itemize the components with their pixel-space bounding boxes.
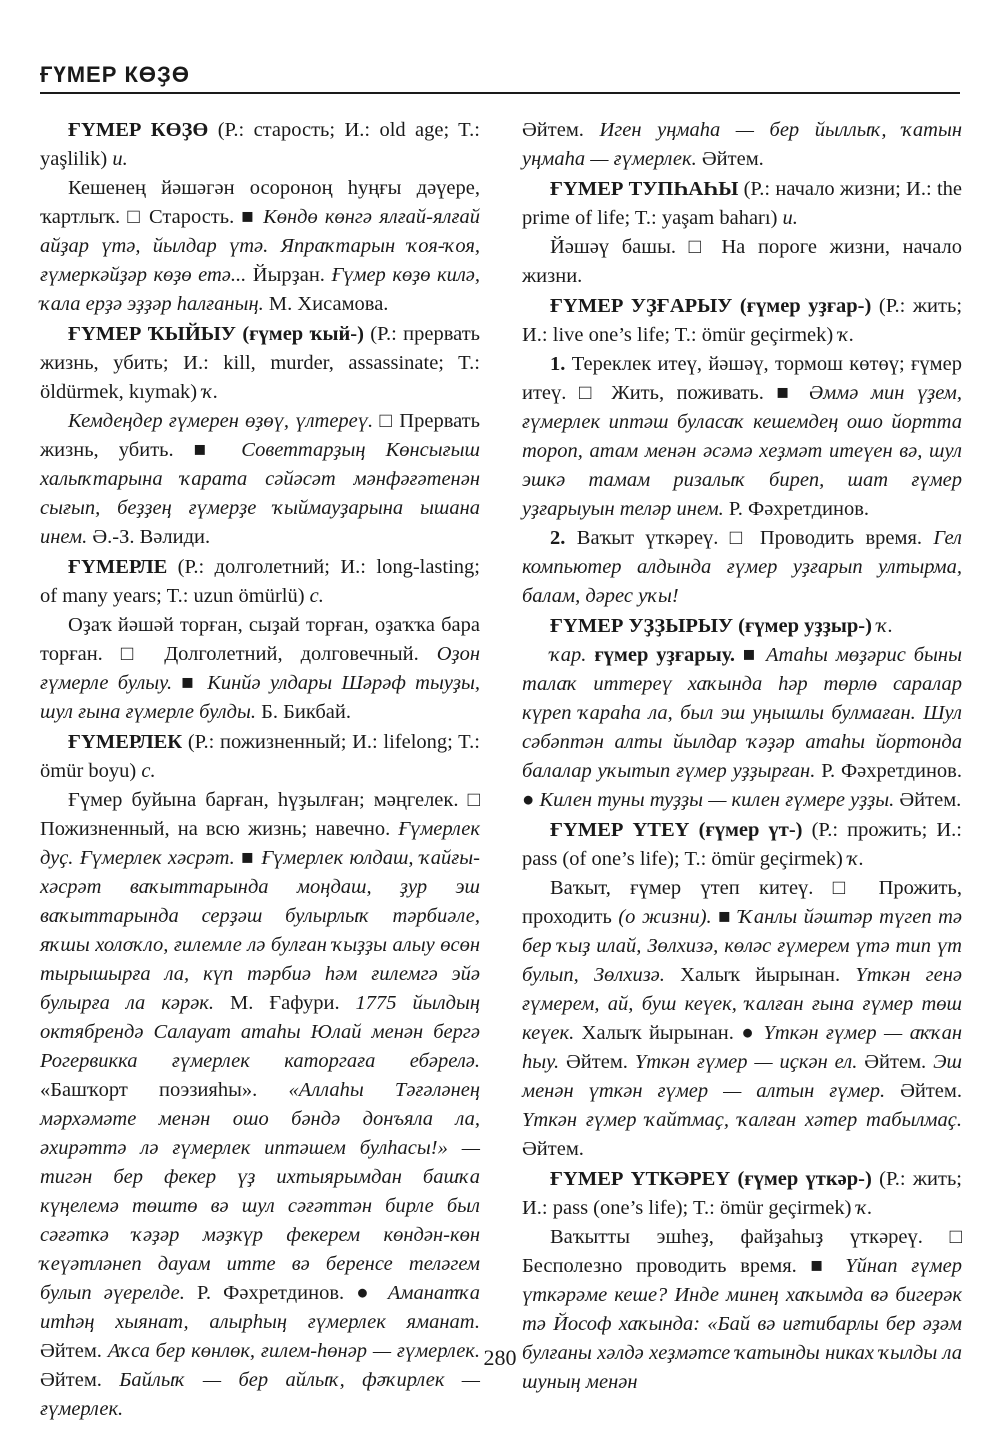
headword: ҒҮМЕР ҠЫЙЫУ bbox=[68, 323, 236, 345]
left-column bbox=[40, 116, 481, 1420]
entry-gloss: (ғүмер үт-) (Р.: прожить; И.: pass (of one’s life); T.: ömür geçirmek) ҡ. bbox=[522, 819, 962, 870]
headword: ҒҮМЕР ТУПҺАҺЫ bbox=[550, 178, 739, 200]
page-number: 280 bbox=[483, 1345, 517, 1370]
entry-gloss: (ғүмер уҙғар-) (Р.: жить; И.: live one’s life; T.: ömür geçirmek) ҡ. bbox=[522, 295, 963, 346]
entry-definition-line bbox=[522, 816, 962, 874]
entry-definition-line bbox=[522, 612, 962, 641]
entry-body: Йәшәү башы. □ На пороге жизни, начало жизни. bbox=[522, 236, 962, 287]
entry-definition-line bbox=[522, 292, 962, 350]
entry-gloss: (Р.: начало жизни; И.: the prime of life; T.: yaşam baharı) и. bbox=[522, 178, 962, 229]
dictionary-entry bbox=[40, 553, 480, 727]
entry-gloss: (ғүмер үткәр-) (Р.: жить; И.: pass (one’s life); T.: ömür geçirmek) ҡ. bbox=[522, 1168, 963, 1219]
headword: ҒҮМЕР УҘҘЫРЫУ bbox=[550, 615, 734, 637]
entry-definition-line bbox=[40, 116, 480, 174]
entry-body: 1. Тереклек итеү, йәшәү, тормош көтөү; ғүмер итеү. □ Жить, поживать. ■ Әммә мин үҙем, ғүмерлек иптәш буласаҡ кешемдең ошо йортта тороп, атам менән әсәмә хеҙмәт итеүен вә, шул эшкә тамам ризалыҡ биреп, шат ғүмер уҙғарыуын теләр инем. Р. Фәхретдинов. bbox=[522, 353, 962, 520]
right-column bbox=[522, 116, 963, 1393]
entry-definition-line bbox=[522, 1165, 962, 1223]
dictionary-entry bbox=[522, 816, 962, 1164]
entry-body: Ғүмер буйына барған, һүҙылған; мәңгелек. □ Пожизненный, на всю жизнь; навечно. Ғүмерлек дуҫ. Ғүмерлек хәсрәт. ■ Ғүмерлек юлдаш, ҡайғы-хәсрәт ваҡыттарында моңдаш, ҙур эш ваҡыттарында серҙәш булырлыҡ тәрбиәле, яҡшы холоҡло, ғилемле лә булған ҡыҙҙы алыу өсөн тырышырға ла, күп тәрбиә һәм ғилемгә эйә булырға ла кәрәк. М. Ғафури. 1775 йылдың октябрендә Салауат атаһы Юлай менән бергә Рогервикка ғүмерлек каторгаға ебәрелә. «Башҡорт поэзияһы». «Аллаһы Тәғәләнең мәрхәмәте менән ошо бәндә донъяла ла, әхирәттә лә ғүмерлек иптәшем булһасы!» — тигән бер фекер үҙ ихтыярымдан башҡа күңелемә төштө вә шул сәғәттән бирле был сәғәткә ҡәҙәр мәҙкүр фекерем көндән-көн ҡеүәтләнеп дауам итте вә беренсе теләгем булып әүерелде. Р. Фәхретдинов. ● Аманатҡа итһәң хыянат, алырһың ғүмерлек яманат. Әйтем. Аҡса бер көнлөк, ғилем-һөнәр — ғүмерлек. Әйтем. Байлыҡ — бер айлыҡ, фәҡирлек — ғүмерлек. bbox=[40, 789, 481, 1420]
dictionary-entry bbox=[40, 116, 480, 319]
headword: ҒҮМЕРЛЕ bbox=[68, 556, 168, 578]
entry-body: Ваҡытты эшһеҙ, файҙаһыҙ үткәреү. □ Бесполезно проводить время. ■ Үйнап ғүмер үткәрәме кеше? Инде минең хаҡымда вә бигерәк тә Йософ хаҡында: «Бай вә иғтибарлы бер әҙәм булғаны хәлдә хеҙмәтсе ҡатынды никах ҡылды ла шуның менән bbox=[522, 1226, 962, 1393]
entry-definition-line bbox=[40, 553, 480, 611]
entry-body: Кемдеңдер ғүмерен өҙөү, үлтереү. □ Прервать жизнь, убить. ■ Советтарҙың Көнсығыш халыҡтарына ҡарата сәйәсәт мәнфәғәтенән сығып, беҙҙең ғүмерҙе ҡыймауҙарына ышана инем. Ә.-З. Вәлиди. bbox=[40, 410, 481, 548]
headword: ҒҮМЕР УҘҒАРЫУ bbox=[550, 295, 733, 317]
entry-sense: 2. Ваҡыт үткәреү. □ Проводить время. Гел компьютер алдында ғүмер уҙғарып ултырма, балам, дәрес уҡы! bbox=[522, 527, 962, 607]
headword: ҒҮМЕР ҮТКӘРЕҮ bbox=[550, 1168, 731, 1190]
entry-continuation: Әйтем. Иген уңмаһа — бер йыллыҡ, ҡатын уңмаһа — ғүмерлек. Әйтем. bbox=[522, 119, 963, 170]
entry-body: ҡар. ғүмер уҙғарыу. ■ Атаһы мөҙәрис быны талаҡ иттереү хаҡында һәр төрлө саралар күреп ҡараһа ла, был эш уңышлы булмаған. Шул сәбәптән алты йылдар ҡәҙәр атаһы йортонда балалар уҡытып ғүмер уҙҙырған. Р. Фәхретдинов. ● Килен туны туҙҙы — килен ғүмере уҙҙы. Әйтем. bbox=[522, 644, 962, 811]
entry-gloss: (ғүмер уҙҙыр-) ҡ. bbox=[738, 615, 893, 637]
entry-definition-line bbox=[40, 320, 480, 407]
dictionary-entry bbox=[522, 116, 962, 174]
entry-body: Кешенең йәшәгән осороноң һуңғы дәүере, ҡартлыҡ. □ Старость. ■ Көндө көнгә ялғай-ялғай айҙар үтә, йылдар үтә. Япраҡтарын ҡоя-ҡоя, ғүмеркәйҙәр көҙө етә... Йырҙан. Ғүмер көҙө килә, ҡала ерҙә эҙҙәр һалғаның. М. Хисамова. bbox=[40, 177, 480, 315]
entry-gloss: (ғүмер ҡый-) (Р.: прервать жизнь, убить; И.: kill, murder, assassinate; T.: öldürmek, kıymak) ҡ. bbox=[40, 323, 481, 403]
headword: ҒҮМЕР КӨҘӨ bbox=[68, 119, 209, 141]
dictionary-entry bbox=[40, 320, 480, 552]
entry-body: Оҙаҡ йәшәй торған, сыҙай торған, оҙаҡҡа бара торған. □ Долголетний, долговечный. Оҙон ғүмерле булыу. ■ Кинйә улдары Шәрәф тыуҙы, шул ғына ғүмерле булды. Б. Бикбай. bbox=[40, 614, 480, 723]
entry-definition-line bbox=[522, 175, 962, 233]
entry-gloss: (Р.: пожизненный; И.: lifelong; T.: ömür boyu) с. bbox=[40, 731, 480, 782]
dictionary-entry bbox=[40, 728, 480, 1424]
entry-gloss: (Р.: старость; И.: old age; T.: yaşlilik) и. bbox=[40, 119, 481, 170]
entry-body: Ваҡыт, ғүмер үтеп китеү. □ Прожить, проходить (о жизни). ■ Ҡанлы йәштәр түгеп тә бер ҡыҙ илай, Зөлхизә, көләс ғүмерем үтә тип үт булып, Зөлхизә. Халыҡ йырынан. Үткән генә ғүмерем, ай, буш кеүек, ҡалған ғына ғүмер төш кеүек. Халыҡ йырынан. ● Үткән ғүмер — аҡҡан һыу. Әйтем. Үткән ғүмер — иҫкән ел. Әйтем. Эш менән үткән ғүмер — алтын ғүмер. Әйтем. Үткән ғүмер ҡайтмаҫ, ҡалған хәтер табылмаҫ. Әйтем. bbox=[522, 877, 963, 1160]
entry-definition-line bbox=[40, 728, 480, 786]
dictionary-entry bbox=[522, 292, 962, 611]
headword: ҒҮМЕР ҮТЕҮ bbox=[550, 819, 690, 841]
running-header: ҒҮМЕР КӨҘӨ bbox=[40, 62, 190, 87]
dictionary-entry bbox=[522, 612, 962, 815]
dictionary-entry bbox=[522, 175, 962, 291]
headword: ҒҮМЕРЛЕК bbox=[68, 731, 183, 753]
header-rule bbox=[40, 92, 960, 94]
entry-gloss: (Р.: долголетний; И.: long-lasting; of many years; T.: uzun ömürlü) с. bbox=[40, 556, 480, 607]
